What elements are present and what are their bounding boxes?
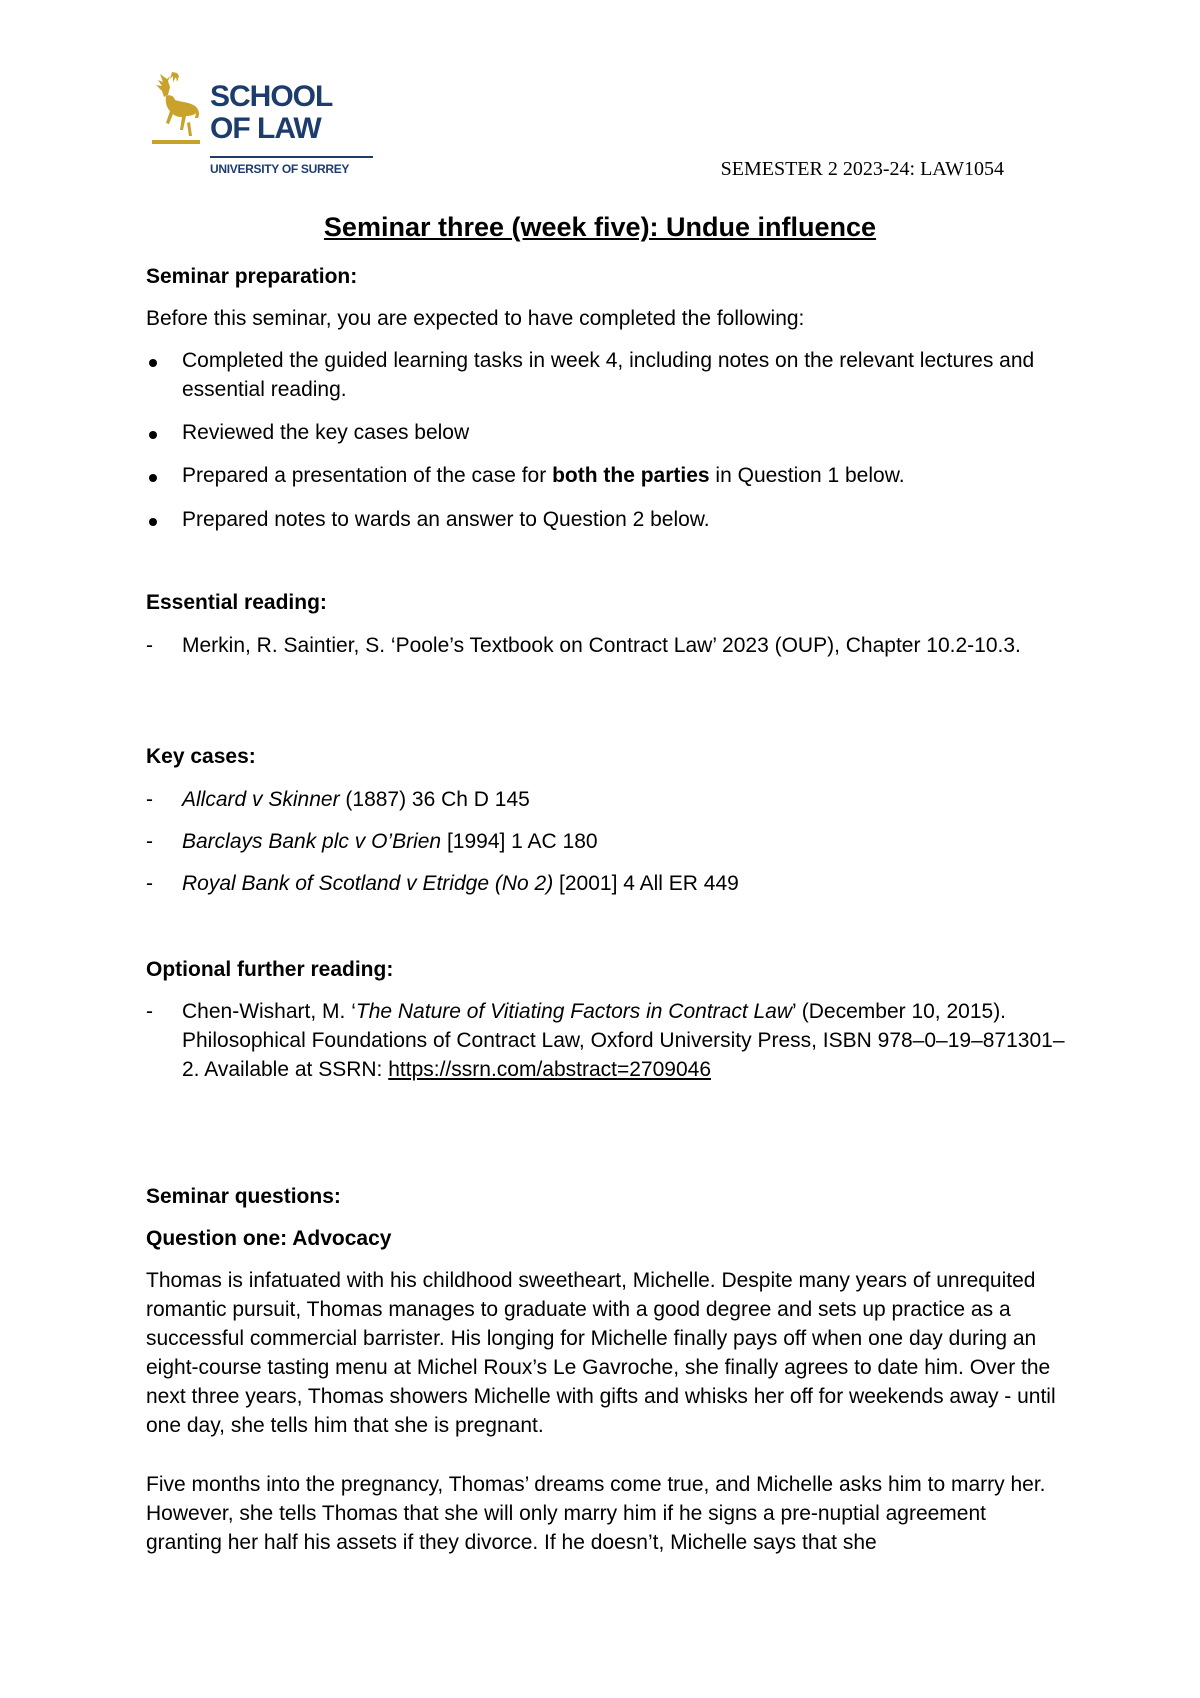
reference-title: The Nature of Vitiating Factors in Contract Law bbox=[355, 1000, 793, 1023]
logo-university-text: UNIVERSITY OF SURREY bbox=[210, 162, 350, 176]
reference-text: Chen-Wishart, M. ‘ bbox=[182, 1000, 356, 1023]
logo-divider bbox=[210, 156, 373, 158]
list-item-text: Reviewed the key cases below bbox=[182, 421, 470, 444]
bullet-icon bbox=[149, 518, 157, 526]
logo-of-law-text: OF LAW bbox=[210, 112, 321, 145]
list-item-text: Merkin, R. Saintier, S. ‘Poole’s Textbook on Contract Law’ 2023 (OUP), Chapter 10.2-10.3. bbox=[182, 634, 1021, 657]
case-name: Royal Bank of Scotland v Etridge (No 2) bbox=[182, 872, 554, 895]
semester-header: SEMESTER 2 2023-24: LAW1054 bbox=[720, 158, 1004, 180]
case-name: Barclays Bank plc v O’Brien bbox=[182, 830, 442, 853]
list-item-text: Prepared notes to wards an answer to Question 2 below. bbox=[182, 508, 710, 531]
dash-marker: - bbox=[146, 1000, 153, 1023]
key-cases-heading: Key cases: bbox=[146, 745, 256, 768]
question-one-paragraph-1: Thomas is infatuated with his childhood sweetheart, Michelle. Despite many years of unrequited romantic pursuit, Thomas manages to graduate with a good degree and sets up practice as a successful commercial barrister. His longing for Michelle finally pays off when one day during an eight-course tasting menu at Michel Roux’s Le Gavroche, she finally agrees to date him. Over the next three years, Thomas showers Michelle with gifts and whisks her off for weekends away - until one day, she tells him that she is pregnant. bbox=[146, 1269, 1056, 1437]
page-title: Seminar three (week five): Undue influence bbox=[323, 212, 877, 242]
list-item-text-part: in Question 1 below. bbox=[709, 464, 905, 487]
case-reference: (1887) 36 Ch D 145 bbox=[339, 788, 530, 811]
essential-reading-heading: Essential reading: bbox=[146, 591, 327, 614]
dash-marker: - bbox=[146, 872, 153, 895]
stag-icon bbox=[146, 70, 206, 150]
dash-marker: - bbox=[146, 634, 153, 657]
case-citation bbox=[182, 869, 1066, 898]
seminar-questions-heading: Seminar questions: bbox=[146, 1185, 341, 1208]
case-citation bbox=[182, 827, 1066, 856]
logo-school-text: SCHOOL bbox=[210, 80, 333, 113]
question-one-heading: Question one: Advocacy bbox=[146, 1227, 392, 1250]
preparation-heading: Seminar preparation: bbox=[146, 265, 358, 288]
school-of-law-logo bbox=[146, 70, 376, 180]
list-item-text bbox=[182, 997, 1066, 1084]
emphasis-text: both the parties bbox=[552, 464, 710, 487]
bullet-icon bbox=[149, 431, 157, 439]
list-item-text bbox=[182, 461, 1066, 490]
bullet-icon bbox=[149, 474, 157, 482]
optional-reading-heading: Optional further reading: bbox=[146, 958, 394, 981]
case-reference: [2001] 4 All ER 449 bbox=[553, 872, 739, 895]
ssrn-link[interactable]: https://ssrn.com/abstract=2709046 bbox=[388, 1058, 711, 1081]
case-name: Allcard v Skinner bbox=[182, 788, 340, 811]
preparation-intro: Before this seminar, you are expected to have completed the following: bbox=[146, 307, 805, 330]
list-item-text-part: Prepared a presentation of the case for bbox=[182, 464, 553, 487]
list-item-text: Completed the guided learning tasks in week 4, including notes on the relevant lectures and essential reading. bbox=[182, 349, 1035, 401]
case-reference: [1994] 1 AC 180 bbox=[441, 830, 598, 853]
case-citation bbox=[182, 785, 1066, 814]
reference-text: ’ (December 10, 2015). Philosophical Foundations of Contract Law, Oxford University Press, ISBN 978–0–19–871301–2. Available at SSRN: bbox=[182, 1000, 1065, 1081]
question-one-paragraph-2: Five months into the pregnancy, Thomas’ dreams come true, and Michelle asks him to marry her. However, she tells Thomas that she will only marry him if he signs a pre-nuptial agreement granting her half his assets if they divorce. If he doesn’t, Michelle says that she bbox=[146, 1473, 1046, 1554]
bullet-icon bbox=[149, 359, 157, 367]
dash-marker: - bbox=[146, 788, 153, 811]
dash-marker: - bbox=[146, 830, 153, 853]
